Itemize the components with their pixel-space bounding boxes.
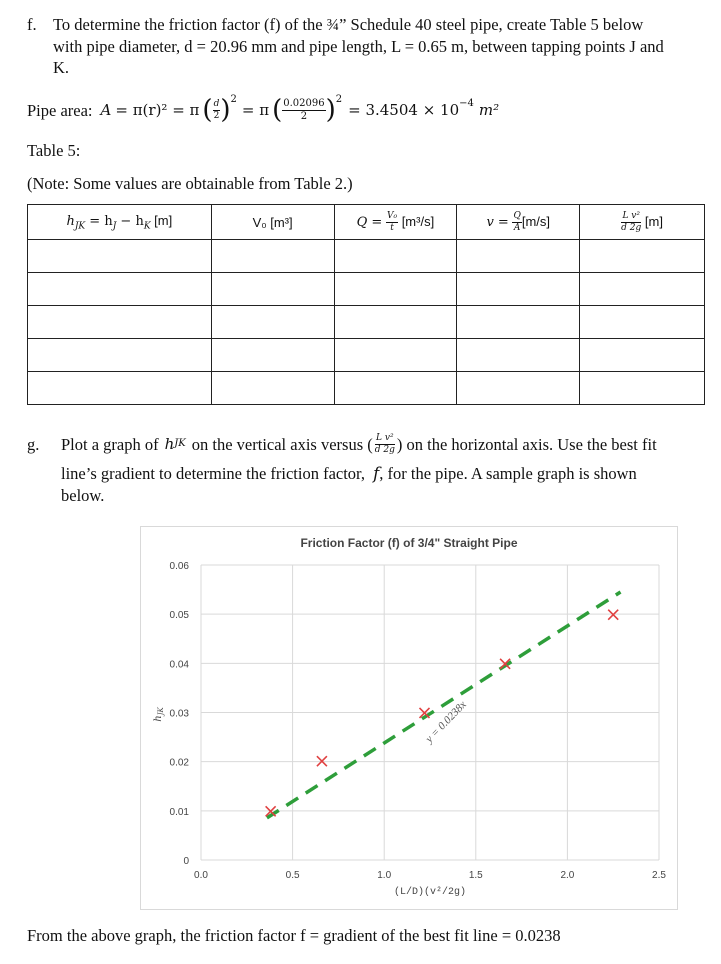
x-axis-label: (L/D)(v²/2g) (393, 887, 467, 898)
x-tick-label: 0.5 (285, 870, 300, 881)
h3-frac (386, 212, 398, 233)
table-cell[interactable] (28, 240, 212, 273)
frac-two: 2 (213, 110, 220, 121)
h4-unit: [m/s] (521, 213, 551, 229)
section-g-line1 (61, 426, 657, 462)
table-cell[interactable] (334, 372, 457, 405)
table-cell[interactable] (457, 306, 580, 339)
g-fd: d 2g (374, 444, 395, 455)
frac-d: d (213, 98, 220, 109)
header-v (457, 205, 580, 240)
h5-n: L v² (622, 210, 640, 221)
value-over-2 (282, 99, 325, 122)
table-cell[interactable] (457, 240, 580, 273)
g-line1a: Plot a graph of (61, 434, 159, 454)
area-eq1: = π(r)² = π (115, 101, 200, 119)
area-exponent: −4 (459, 98, 474, 109)
area-symbol: A (100, 101, 112, 119)
table-cell[interactable] (334, 240, 457, 273)
table-cell[interactable] (580, 273, 705, 306)
g-line2a: line’s gradient to determine the friction factor, (61, 464, 366, 483)
y-tick-label: 0.02 (169, 757, 189, 769)
area-result: = 3.4504 × 10 (348, 101, 460, 119)
h4-frac (512, 212, 521, 233)
table-note: (Note: Some values are obtainable from Table 2.) (27, 174, 353, 193)
table-5 (27, 204, 705, 405)
table-row (28, 372, 705, 405)
table-cell[interactable] (28, 372, 212, 405)
paren-close: ) (220, 95, 231, 125)
table-cell[interactable] (457, 339, 580, 372)
area-eq2: = π (241, 101, 270, 119)
h5-d: d 2g (621, 222, 642, 233)
x-tick-label: 1.5 (468, 870, 483, 881)
chart-title: Friction Factor (f) of 3/4" Straight Pipe (300, 536, 518, 550)
table-cell[interactable] (28, 339, 212, 372)
table-cell[interactable] (28, 306, 212, 339)
y-axis-label: $h_{JK}$ (153, 707, 165, 722)
y-tick-label: 0 (183, 856, 189, 867)
h1-sub3: K (143, 221, 151, 232)
y-tick-label: 0.04 (169, 659, 189, 671)
table-cell[interactable] (211, 339, 334, 372)
header-vo: V₀ [m³] (211, 205, 334, 240)
conclusion-text: From the above graph, the friction factor f = gradient of the best fit line = 0.0238 (27, 926, 561, 945)
header-hjk (28, 205, 212, 240)
section-g-line3: below. (61, 486, 105, 505)
square-exp: 2 (230, 94, 237, 105)
table-cell[interactable] (334, 306, 457, 339)
h1-minus: − h (116, 213, 144, 229)
x-tick-label: 2.5 (652, 870, 666, 881)
paren-open: ( (202, 95, 213, 125)
g-line1c: ) on the horizontal axis. Use the best fit (396, 434, 657, 454)
h5-frac (621, 212, 641, 233)
h1-sub: JK (74, 221, 86, 232)
pipe-area-label: Pipe area: (27, 100, 93, 120)
section-f-line2: with pipe diameter, d = 20.96 mm and pipe length, L = 0.65 m, between tapping points J and (53, 37, 664, 56)
frac-value: 0.02096 (283, 97, 325, 109)
y-tick-label: 0.01 (169, 806, 189, 818)
g-hsub: JK (174, 438, 186, 449)
section-g-line2 (61, 463, 637, 484)
area-unit: m² (478, 101, 500, 119)
table-cell[interactable] (580, 372, 705, 405)
h5-unit: [m] (644, 213, 663, 229)
y-tick-label: 0.06 (169, 561, 189, 572)
x-tick-label: 1.0 (377, 870, 392, 881)
g-frac (375, 434, 395, 455)
g-line2b: , for the pipe. A sample graph is shown (379, 464, 637, 483)
table-header-row (28, 205, 705, 240)
paren-open-2: ( (272, 95, 283, 125)
h1-eq: = h (85, 213, 113, 229)
h1-sub2: J (112, 221, 117, 232)
h1-h: h (66, 213, 75, 229)
h1-unit: [m] (150, 212, 173, 228)
x-tick-label: 2.0 (560, 870, 575, 881)
h3-d: t (390, 222, 394, 233)
g-fn: L v² (376, 432, 394, 443)
h4-d: A (513, 222, 521, 233)
d-over-2 (213, 100, 221, 121)
g-h: h (164, 434, 175, 453)
table-cell[interactable] (211, 273, 334, 306)
chart-svg (141, 527, 677, 909)
table-cell[interactable] (211, 306, 334, 339)
h3-q: Q = (356, 214, 383, 230)
friction-factor-chart (140, 526, 678, 910)
h3-unit: [m³/s] (401, 213, 435, 229)
y-tick-label: 0.05 (169, 610, 189, 622)
table-cell[interactable] (457, 273, 580, 306)
section-f-label: f. (27, 15, 37, 34)
trendline-label: y = 0.0238x (423, 698, 469, 746)
g-f: f (373, 464, 380, 483)
x-tick-label: 0.0 (194, 870, 208, 881)
frac-two-2: 2 (300, 110, 308, 122)
header-q (334, 205, 457, 240)
table-cell[interactable] (211, 372, 334, 405)
section-f-line3: K. (53, 58, 70, 77)
table-row (28, 273, 705, 306)
section-f-line1: To determine the friction factor (f) of the ¾” Schedule 40 steel pipe, create Table 5 below (53, 15, 644, 34)
table-cell[interactable] (580, 339, 705, 372)
g-line1b: on the vertical axis versus ( (191, 434, 373, 454)
table-row (28, 339, 705, 372)
paren-close-2: ) (325, 95, 336, 125)
table-cell[interactable] (457, 372, 580, 405)
table-cell[interactable] (580, 240, 705, 273)
table-cell[interactable] (334, 273, 457, 306)
pipe-area-formula (27, 92, 499, 128)
section-g-label: g. (27, 435, 40, 454)
table-cell[interactable] (580, 306, 705, 339)
table-cell[interactable] (28, 273, 212, 306)
table-cell[interactable] (211, 240, 334, 273)
table-cell[interactable] (334, 339, 457, 372)
header-head-loss (580, 205, 705, 240)
h4-n: Q (513, 210, 521, 221)
h4-v: v = (486, 214, 509, 230)
table-row (28, 240, 705, 273)
table-row (28, 306, 705, 339)
h3-n: V₀ (386, 210, 398, 221)
table-title: Table 5: (27, 141, 81, 160)
square-exp-2: 2 (335, 94, 343, 105)
y-tick-label: 0.03 (169, 708, 189, 720)
